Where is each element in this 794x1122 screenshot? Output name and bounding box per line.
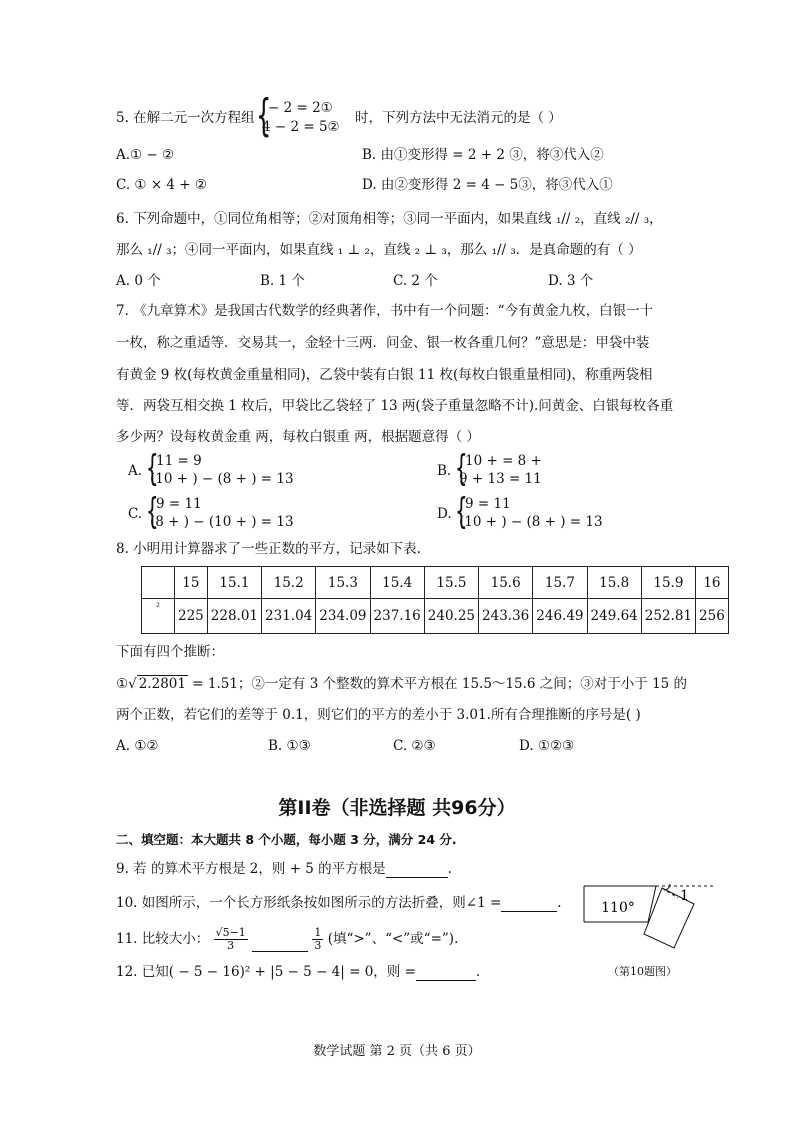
q5-option-b[interactable]: B. 由①变形得 = 2 + 2 ③，将③代入②: [362, 147, 604, 163]
q7-line-4: 等．两袋互相交换 1 枚后，甲袋比乙袋轻了 13 两(袋子重量忽略不计).问黄金、白银每枚各重: [116, 398, 674, 414]
q5-option-c[interactable]: C. ① × 4 + ②: [116, 177, 208, 193]
q6-line-1: 6. 下列命题中，①同位角相等；②对顶角相等；③同一平面内，如果直线 ₁// ₂，直线 ₂// ₃，: [116, 211, 663, 227]
fraction-denominator: 3: [314, 939, 322, 952]
table-cell: 225: [175, 599, 208, 634]
table-cell: 15: [175, 567, 208, 599]
folded-strip-figure: [578, 878, 718, 958]
table-cell: 15.8: [587, 567, 641, 599]
q11-answer-blank[interactable]: [252, 937, 308, 952]
q8-option-b[interactable]: B. ①③: [268, 738, 311, 754]
q5-system-eq1: − 2 = 2①: [268, 100, 333, 116]
q7-option-c-label[interactable]: C.: [128, 506, 143, 522]
table-cell: 231.04: [262, 599, 316, 634]
q6-option-d[interactable]: D. 3 个: [548, 273, 594, 289]
table-cell: 15.4: [370, 567, 424, 599]
q8-inf-marker: ①: [116, 676, 129, 692]
q7-option-a-brace: {: [146, 448, 159, 489]
q8-radicand: 2.2801: [138, 676, 186, 692]
table-row: [142, 599, 729, 634]
q7-option-c-eq2: (8 + ) − (10 + ) = 13: [150, 514, 294, 530]
q7-option-d-eq1: 9 = 11: [465, 496, 511, 512]
sqrt-symbol: √ 2.2801: [128, 676, 186, 692]
q6-option-a[interactable]: A. 0 个: [116, 273, 161, 289]
q7-option-a-eq2: (10 + ) − (8 + ) = 13: [150, 471, 294, 487]
q8-option-c[interactable]: C. ②③: [393, 738, 436, 754]
q5-brace: {: [256, 90, 272, 141]
q7-option-c-brace: {: [146, 491, 159, 532]
q5-stem-post: 时，下列方法中无法消元的是（ ）: [355, 110, 562, 126]
table-head-x2: ²: [142, 599, 175, 634]
q7-option-b-eq2: 9 + 13 = 11: [459, 471, 542, 487]
q5-option-a[interactable]: A.① − ②: [116, 147, 175, 163]
q7-line-1: 7. 《九章算术》是我国古代数学的经典著作，书中有一个问题：“今有黄金九枚，白银一十: [116, 303, 654, 319]
q8-option-a[interactable]: A. ①②: [116, 738, 159, 754]
q5-stem-pre: 5. 在解二元一次方程组: [116, 110, 255, 126]
q8-inf-text: = 1.51；②一定有 3 个整数的算术平方根在 15.5～15.6 之间；③对于小于 15 的: [187, 676, 688, 692]
part2-title: 第II卷（非选择题 共96分）: [278, 797, 516, 819]
q7-option-b-brace: {: [455, 448, 468, 489]
q7-option-d-brace: {: [455, 491, 468, 532]
q12-text: 12. 已知( − 5 − 16)² + |5 − 5 − 4| = 0，则 =: [116, 964, 416, 980]
q10-text: 10. 如图所示，一个长方形纸条按如图所示的方法折叠，则∠1 =: [116, 895, 502, 911]
table-cell: 252.81: [641, 599, 695, 634]
q11-hint: (填“>”、“<”或“=”).: [327, 931, 459, 947]
q11-fraction-right: [312, 927, 323, 952]
q11-line: [116, 927, 458, 952]
q7-option-d-eq2: (10 + ) − (8 + ) = 13: [459, 514, 603, 530]
table-cell: 240.25: [424, 599, 478, 634]
figure-caption: （第10题图）: [608, 965, 677, 978]
q7-option-b-eq1: 10 + = 8 +: [465, 453, 542, 469]
table-cell: 16: [696, 567, 729, 599]
fraction-numerator: √5−1: [215, 926, 246, 939]
table-row: [142, 567, 729, 599]
table-cell: 234.09: [316, 599, 370, 634]
q6-option-c[interactable]: C. 2 个: [393, 273, 438, 289]
q12-answer-blank[interactable]: [416, 966, 476, 981]
q7-line-5: 多少两？设每枚黄金重 两，每枚白银重 两，根据题意得（ ）: [116, 429, 480, 445]
table-cell: 256: [696, 599, 729, 634]
q7-option-a-eq1: 11 = 9: [156, 453, 202, 469]
table-head-x: [142, 567, 175, 599]
q6-line-2: 那么 ₁// ₃；④同一平面内，如果直线 ₁ ⊥ ₂，直线 ₂ ⊥ ₃，那么 ₁// ₃．是真命题的有（ ）: [116, 242, 642, 258]
table-cell: 15.2: [262, 567, 316, 599]
table-cell: 15.3: [316, 567, 370, 599]
q8-inference-line-2: 两个正数，若它们的差等于 0.1，则它们的平方的差小于 3.01.所有合理推断的序号是( ): [116, 707, 641, 723]
q8-intro: 下面有四个推断：: [116, 644, 224, 660]
q7-line-3: 有黄金 9 枚(每枚黄金重量相同)，乙袋中装有白银 11 枚(每枚白银重量相同)，称重两袋相: [116, 367, 653, 383]
fold-line: [648, 886, 656, 922]
table-cell: 15.7: [533, 567, 587, 599]
q10-answer-blank[interactable]: [501, 897, 557, 912]
q7-option-a-label[interactable]: A.: [128, 463, 143, 479]
q5-system-eq2: 4 − 2 = 5②: [262, 119, 340, 135]
fraction-numerator: 1: [314, 926, 322, 939]
page-footer: 数学试题 第 2 页（共 6 页）: [313, 1044, 481, 1059]
q10-period: .: [557, 895, 562, 911]
table-cell: 243.36: [479, 599, 533, 634]
q9-line: [116, 860, 452, 878]
table-cell: 228.01: [207, 599, 261, 634]
table-cell: 15.9: [641, 567, 695, 599]
table-cell: 246.49: [533, 599, 587, 634]
table-cell: 249.64: [587, 599, 641, 634]
table-cell: 15.6: [479, 567, 533, 599]
table-cell: 15.5: [424, 567, 478, 599]
angle-110-label: 110°: [601, 900, 635, 916]
table-cell: 15.1: [207, 567, 261, 599]
q11-text: 11. 比较大小：: [116, 931, 210, 947]
q5-option-d[interactable]: D. 由②变形得 2 = 4 − 5③，将③代入①: [362, 177, 613, 193]
fraction-denominator: 3: [227, 939, 235, 952]
q10-line: [116, 894, 562, 912]
q12-line: [116, 963, 480, 981]
q9-period: .: [447, 861, 452, 877]
q8-inference-line-1: [116, 675, 687, 693]
angle-1-label: 1: [680, 888, 689, 904]
q12-period: .: [475, 964, 481, 980]
q8-stem: 8. 小明用计算器求了一些正数的平方，记录如下表.: [116, 541, 421, 557]
q9-text: 9. 若 的算术平方根是 2，则 + 5 的平方根是: [116, 861, 386, 877]
q7-option-b-label[interactable]: B.: [437, 463, 452, 479]
section-heading: 二、填空题：本大题共 8 个小题，每小题 3 分，满分 24 分.: [116, 832, 457, 847]
squares-table: [141, 566, 729, 634]
q6-option-b[interactable]: B. 1 个: [260, 273, 305, 289]
q11-fraction-left: [214, 927, 248, 952]
q5-stem: [116, 109, 255, 127]
table-cell: 237.16: [370, 599, 424, 634]
q9-answer-blank[interactable]: [386, 863, 448, 878]
q7-line-2: 一枚，称之重适等．交易其一，金轻十三两．问金、银一枚各重几何？”意思是：甲袋中装: [116, 335, 650, 351]
q7-option-d-label[interactable]: D.: [437, 506, 452, 522]
q7-option-c-eq1: 9 = 11: [156, 496, 202, 512]
q8-option-d[interactable]: D. ①②③: [519, 738, 575, 754]
